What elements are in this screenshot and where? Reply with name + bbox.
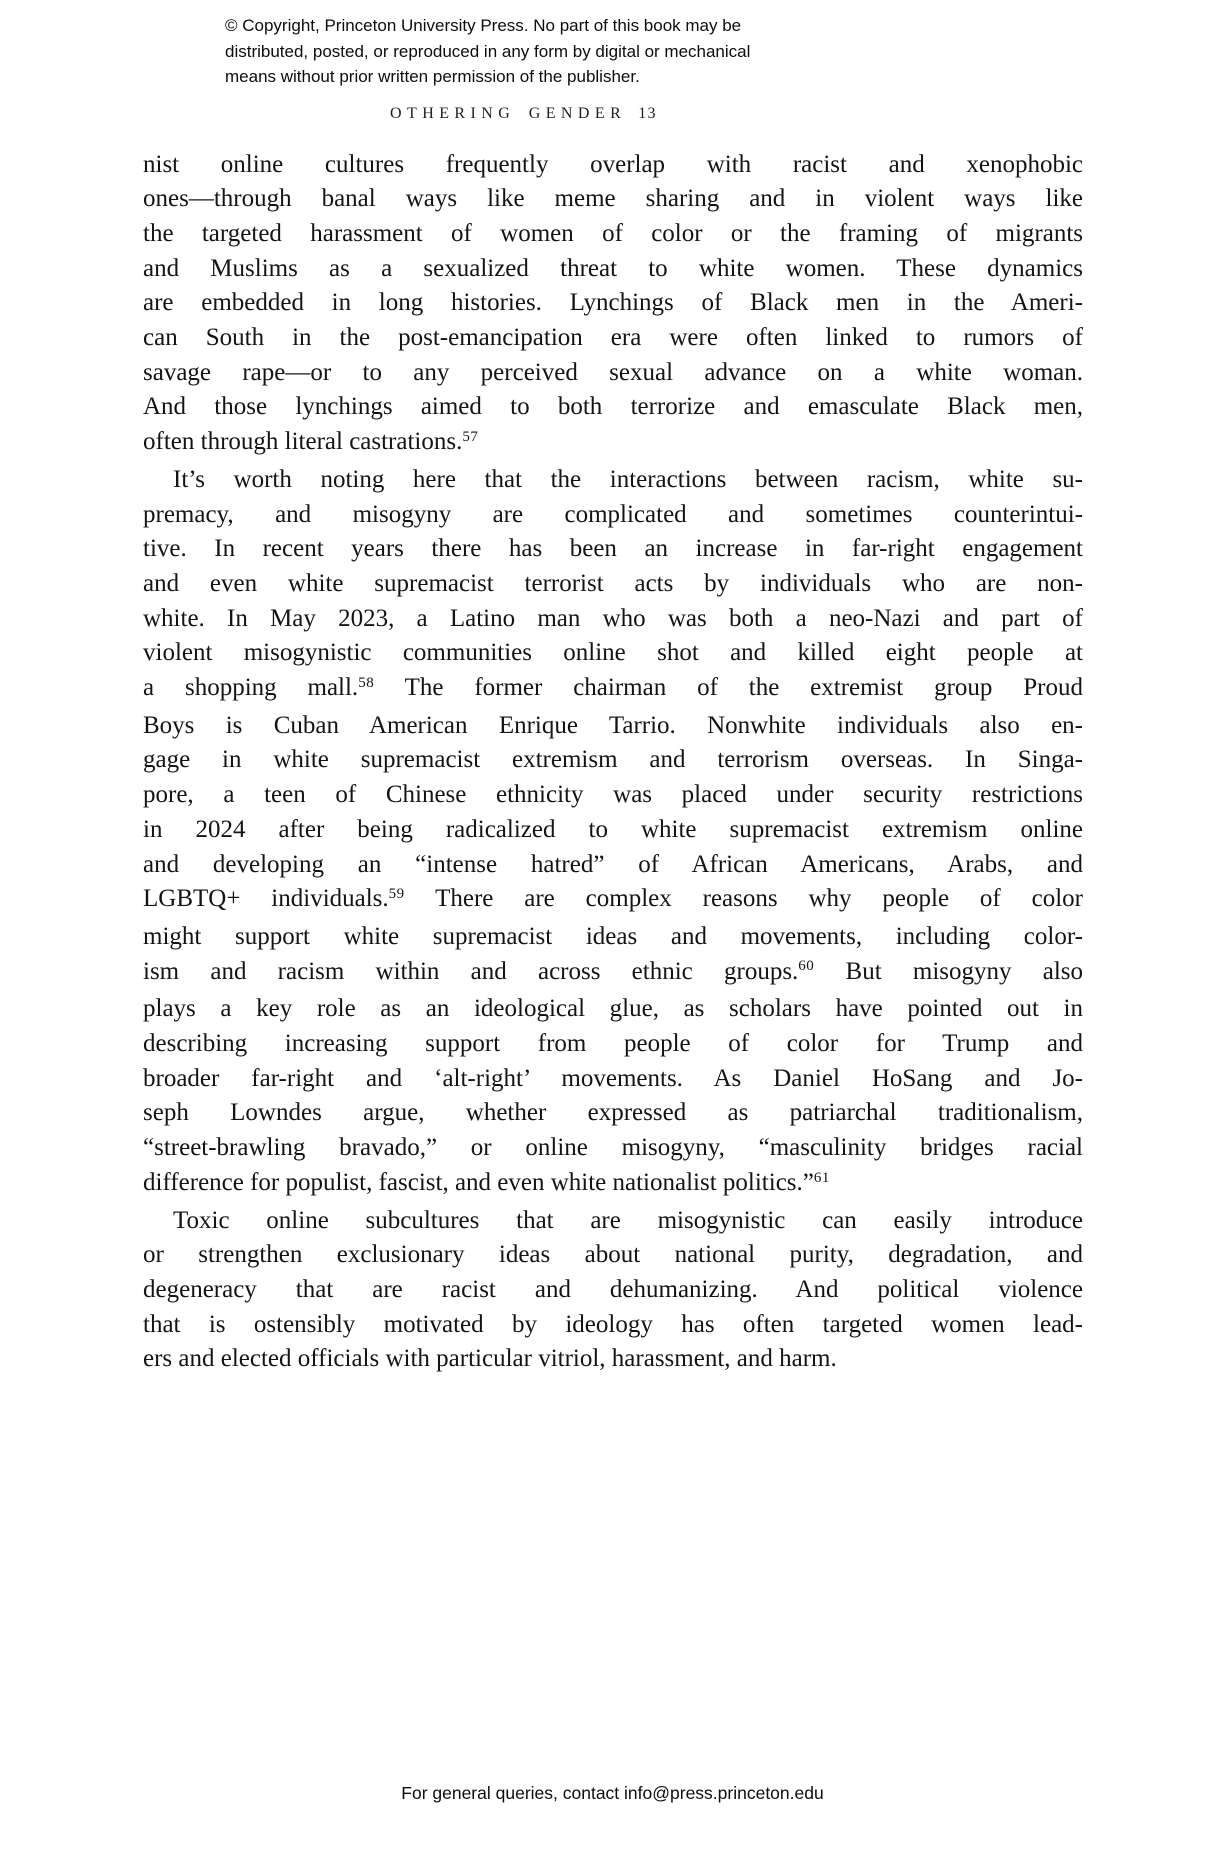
body-line: violent misogynistic communities online shot and killed eight people at <box>143 639 1083 667</box>
running-head <box>0 104 1225 124</box>
body-line: and even white supremacist terrorist acts by individuals who are non- <box>143 569 1083 597</box>
body-line: pore, a teen of Chinese ethnicity was placed under security restrictions <box>143 781 1083 809</box>
body-text <box>143 148 1083 1378</box>
body-line: difference for populist, fascist, and even white nationalist politics.”$^{61}$ <box>143 1168 830 1196</box>
paragraph <box>143 1204 1083 1378</box>
body-line: ers and elected officials with particular vitriol, harassment, and harm. <box>143 1345 837 1373</box>
body-line: LGBTQ+ individuals.$^{59}$ There are complex reasons why people of color <box>143 885 1083 913</box>
body-line: often through literal castrations.$^{57}$ <box>143 428 479 456</box>
body-line: gage in white supremacist extremism and terrorism overseas. In Singa- <box>143 746 1083 774</box>
footnote-reference: 58 <box>358 674 375 691</box>
copyright-notice <box>225 13 1225 90</box>
body-line: might support white supremacist ideas and movements, including color- <box>143 922 1083 950</box>
body-line: seph Lowndes argue, whether expressed as patriarchal traditionalism, <box>143 1099 1083 1127</box>
body-line: savage rape—or to any perceived sexual advance on a white woman. <box>143 358 1083 386</box>
body-line: Boys is Cuban American Enrique Tarrio. Nonwhite individuals also en- <box>143 711 1083 739</box>
footnote-reference: 57 <box>462 428 479 445</box>
footnote-reference: 59 <box>388 886 405 903</box>
footer-queries-line: For general queries, contact info@press.princeton.edu <box>401 1783 824 1803</box>
running-head-title: OTHERING GENDER <box>390 104 627 122</box>
body-line: It’s worth noting here that the interactions between racism, white su- <box>173 465 1083 493</box>
copyright-line: © Copyright, Princeton University Press. No part of this book may be <box>225 16 742 35</box>
body-line: in 2024 after being radicalized to white supremacist extremism online <box>143 815 1083 843</box>
body-line: Toxic online subcultures that are misogynistic can easily introduce <box>173 1206 1083 1234</box>
body-line: “street-brawling bravado,” or online misogyny, “masculinity bridges racial <box>143 1134 1083 1162</box>
footnote-reference: 60 <box>798 958 815 975</box>
footnote-reference: 61 <box>813 1169 830 1186</box>
body-line: And those lynchings aimed to both terrorize and emasculate Black men, <box>143 393 1083 421</box>
body-line: describing increasing support from people of color for Trump and <box>143 1030 1083 1058</box>
body-line: are embedded in long histories. Lynchings of Black men in the Ameri- <box>143 289 1083 317</box>
body-line: ism and racism within and across ethnic groups.$^{60}$ But misogyny also <box>143 957 1083 985</box>
copyright-line: distributed, posted, or reproduced in any form by digital or mechanical <box>225 41 751 61</box>
page-number: 13 <box>638 104 657 122</box>
body-line: premacy, and misogyny are complicated and sometimes counterintui- <box>143 500 1083 528</box>
body-line: and developing an “intense hatred” of African Americans, Arabs, and <box>143 850 1083 878</box>
body-line: white. In May 2023, a Latino man who was both a neo-Nazi and part of <box>143 604 1083 632</box>
body-line: degeneracy that are racist and dehumanizing. And political violence <box>143 1276 1083 1303</box>
body-line: broader far-right and ‘alt-right’ movements. As Daniel HoSang and Jo- <box>143 1064 1083 1092</box>
body-line: a shopping mall.$^{58}$ The former chairman of the extremist group Proud <box>143 674 1083 702</box>
copyright-line: means without prior written permission of the publisher. <box>225 67 640 86</box>
body-line: or strengthen exclusionary ideas about national purity, degradation, and <box>143 1241 1083 1269</box>
body-line: ones—through banal ways like meme sharing and in violent ways like <box>143 185 1083 213</box>
body-line: that is ostensibly motivated by ideology has often targeted women lead- <box>143 1310 1083 1338</box>
body-line: the targeted harassment of women of color or the framing of migrants <box>143 219 1083 247</box>
body-line: nist online cultures frequently overlap with racist and xenophobic <box>143 150 1083 178</box>
body-line: tive. In recent years there has been an increase in far-right engagement <box>143 535 1083 563</box>
paragraph <box>143 463 1083 1204</box>
paragraph <box>143 148 1083 463</box>
body-line: can South in the post-emancipation era were often linked to rumors of <box>143 324 1083 352</box>
body-line: plays a key role as an ideological glue, as scholars have pointed out in <box>143 995 1083 1023</box>
body-line: and Muslims as a sexualized threat to white women. These dynamics <box>143 254 1083 282</box>
